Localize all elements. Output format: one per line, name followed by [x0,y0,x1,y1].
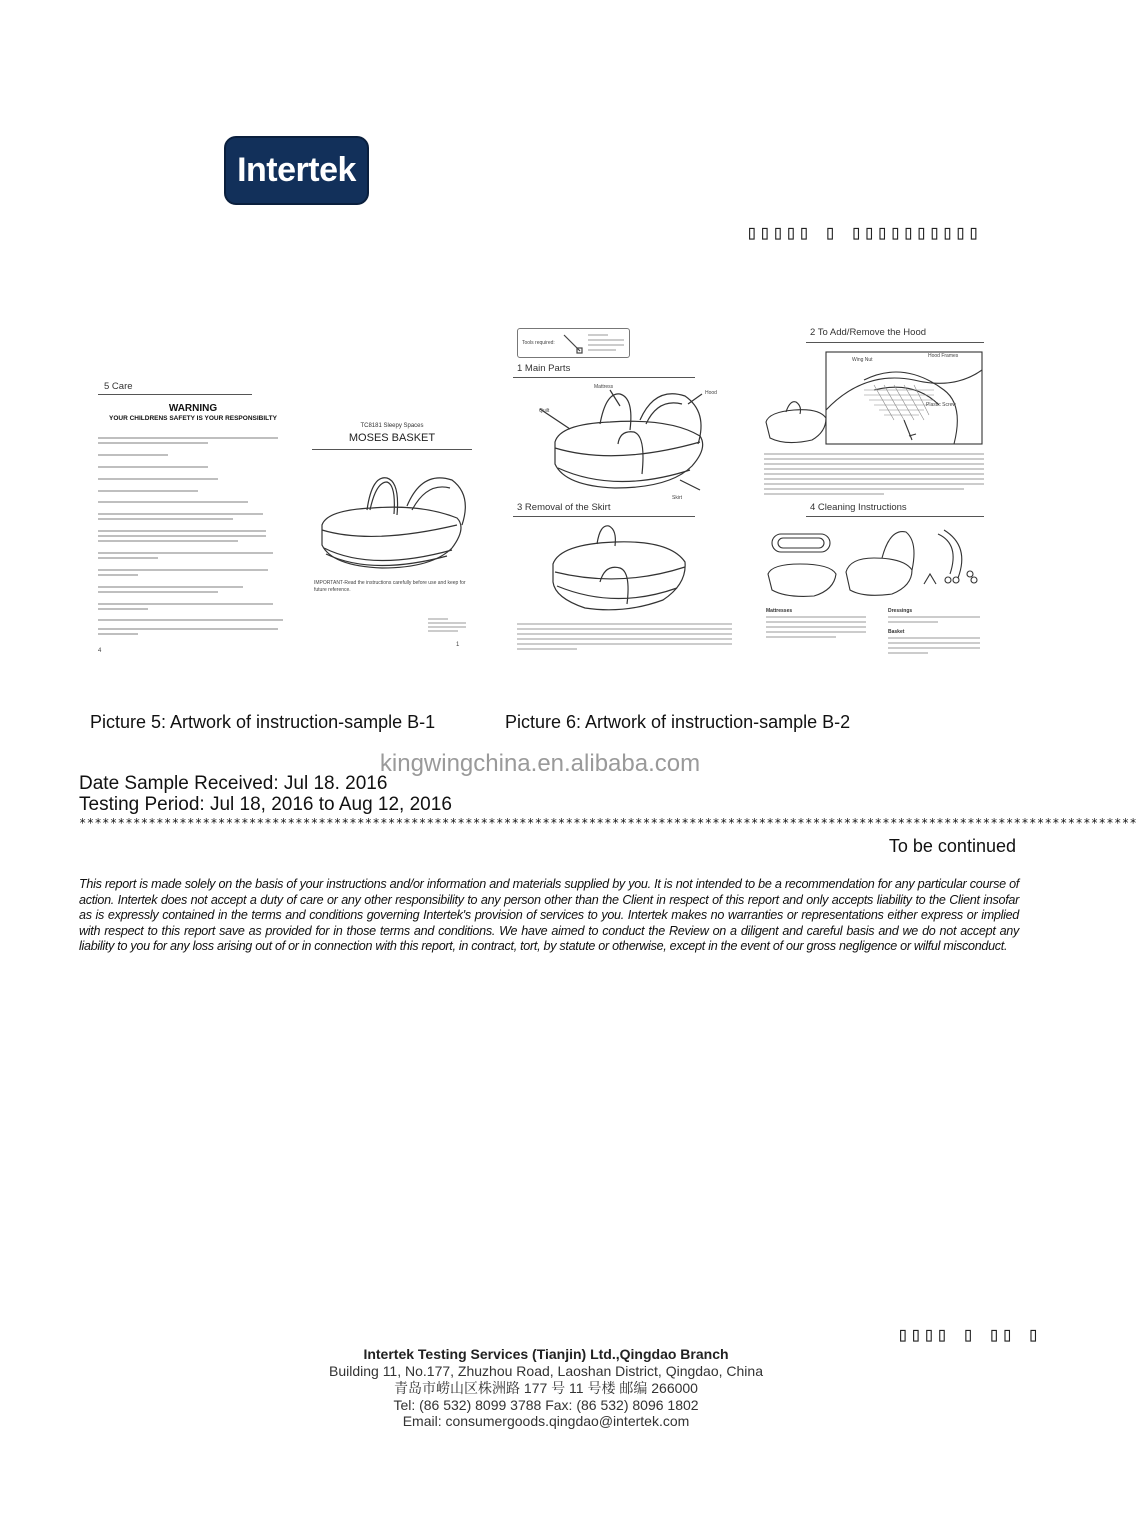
dressings-text-lines [888,615,984,627]
label-mattress: Mattress [594,384,614,390]
footer-company: Intertek Testing Services (Tianjin) Ltd.,Qingdao Branch [363,1346,729,1362]
care-section-label: 5 Care [104,381,133,392]
cleaning-illustration [764,524,984,602]
continued-note: To be continued [888,836,1016,856]
section-add-remove-hood: 2 To Add/Remove the Hood [810,327,927,338]
small-text-lines [428,617,468,633]
label-mattresses: Mattresses [766,608,793,614]
page-number-right: 1 [456,642,460,648]
basket-text-lines [888,636,984,656]
hood-text-lines [764,452,986,502]
warning-subtitle: YOUR CHILDRENS SAFETY IS YOUR RESPONSIBILTY [109,415,277,422]
mattress-text-lines [766,615,876,645]
caption-picture6: Picture 6: Artwork of instruction-sample B-2 [505,712,851,732]
divider [806,516,984,517]
divider [513,516,695,517]
date-received: Date Sample Received: Jul 18. 2016 [79,773,388,794]
separator-line: ***************************************************************************************************************************************** [79,816,1137,830]
footer-tel-fax: Tel: (86 532) 8099 3788 Fax: (86 532) 8096 1802 [393,1397,699,1413]
section-cleaning: 4 Cleaning Instructions [810,502,907,513]
label-dressings: Dressings [888,608,913,614]
warning-title: WARNING [168,403,218,414]
footer-address-cn: 青岛市崂山区株洲路 177 号 11 号楼 邮编 266000 [394,1380,698,1396]
tools-box [517,328,630,358]
label-skirt: Skirt [672,495,682,501]
skirt-illustration [545,522,695,617]
footer-address-en: Building 11, No.177, Zhuzhou Road, Laoshan District, Qingdao, China [328,1363,763,1379]
page-marker: ▯▯▯▯▯ ▯ ▯▯▯▯▯▯▯▯▯▯ [746,220,981,244]
divider [312,449,472,450]
label-hood-frames: Hood Frames [928,353,959,359]
hood-illustration [764,350,984,446]
divider [806,342,984,343]
label-basket: Basket [888,629,905,635]
page-number-left: 4 [98,648,102,654]
divider [98,394,252,395]
skirt-text-lines [517,622,739,656]
divider [513,377,695,378]
intertek-logo: Intertek [224,136,369,205]
main-parts-illustration [530,384,730,502]
product-code: TC8181 Sleepy Spaces [360,423,424,429]
important-note: IMPORTANT-Read the instructions carefully before use and keep for future reference. [314,580,466,593]
label-plastic-screw: Plastic Screw [926,402,957,408]
footer-page-marker: ▯▯▯▯ ▯ ▯▯ ▯ [897,1322,1041,1346]
section-removal-skirt: 3 Removal of the Skirt [517,502,611,513]
watermark: kingwingchina.en.alibaba.com [379,750,701,777]
screwdriver-icon [562,333,586,355]
footer-email: Email: consumergoods.qingdao@intertek.com [402,1413,690,1429]
tools-label: Tools required: [522,340,555,346]
caption-picture5: Picture 5: Artwork of instruction-sample B-1 [90,712,436,732]
label-hood: Hood [705,390,717,396]
product-name: MOSES BASKET [348,432,436,444]
testing-period: Testing Period: Jul 18, 2016 to Aug 12, 2016 [79,794,452,815]
label-wing-nut: Wing Nut [852,357,873,363]
tools-note-lines [588,333,628,355]
section-main-parts: 1 Main Parts [517,363,571,374]
label-quilt: Quilt [539,408,550,414]
moses-basket-illustration [312,470,472,580]
disclaimer-text: This report is made solely on the basis of your instructions and/or information and materials supplied by you. It is not intended to be a recommendation for any particular course of action. Intertek does not accept a duty of care or any other responsibility to any person other than the Client in respect of this report and only accepts liability to the Client insofar as is expressly contained in the terms and conditions governing Intertek's provision of services to you. Intertek makes no warranties or representations either express or implied with respect to this report save as provided for in those terms and conditions. We have aimed to conduct the Review on a diligent and careful basis and we do not accept any liability to you for any loss arising out of or in connection with this report, in contract, tort, by statute or otherwise, except in the event of our gross negligence or wilful misconduct. [79,877,1019,953]
care-text-lines [98,434,288,639]
